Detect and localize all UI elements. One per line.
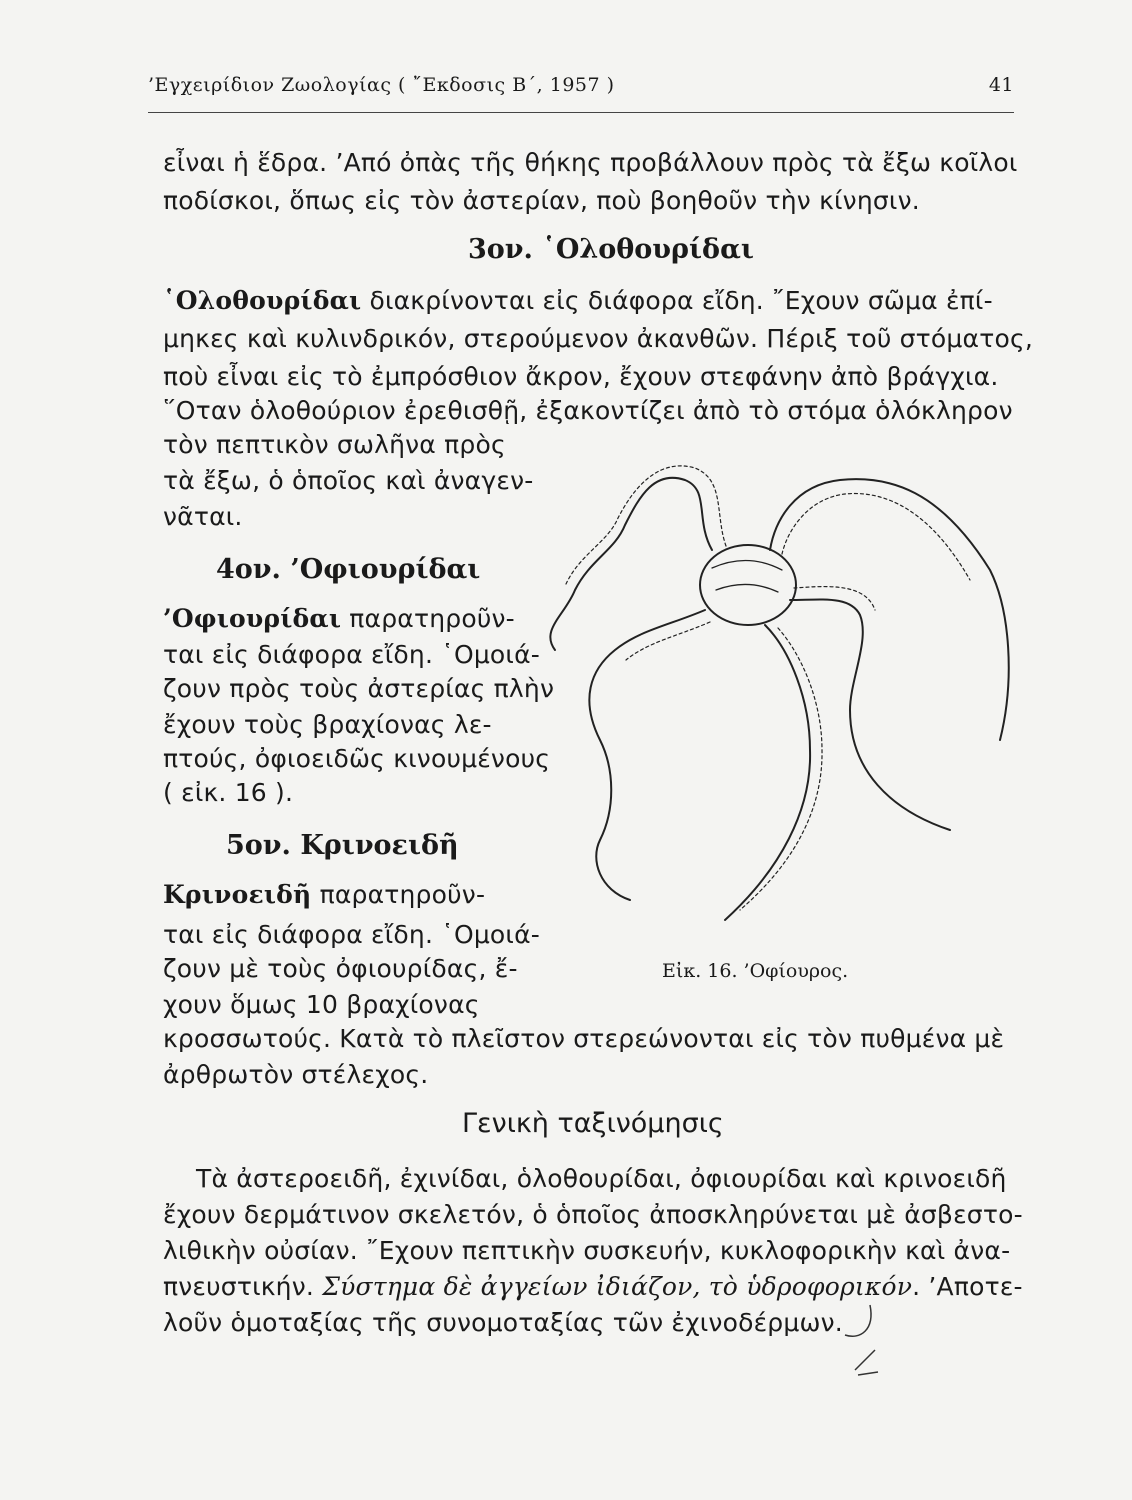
term-crinoids: Κρινοειδῆ [163, 880, 312, 909]
text-span: διακρίνονται εἰς διάφορα εἴδη. ῎Εχουν σῶμα ἐπί- [361, 286, 993, 315]
text-line: μηκες καὶ κυλινδρικόν, στερούμενον ἀκανθῶν. Πέριξ τοῦ στόματος, [163, 324, 1033, 353]
text-line: λοῦν ὁμοταξίας τῆς συνομοταξίας τῶν ἐχινοδέρμων. [163, 1308, 843, 1337]
text-line: ποὺ εἶναι εἰς τὸ ἐμπρόσθιον ἄκρον, ἔχουν στεφάνην ἀπὸ βράγχια. [163, 362, 999, 391]
text-line: νᾶται. [163, 502, 243, 531]
pencil-mark [830, 1300, 890, 1390]
text-line: τὰ ἔξω, ὁ ὁποῖος καὶ ἀναγεν- [163, 466, 534, 495]
text-span: παρατηροῦν- [311, 880, 486, 909]
text-line: ται εἰς διάφορα εἴδη. ῾Ομοιά- [163, 640, 540, 669]
text-line: πτούς, ὀφιοειδῶς κινουμένους [163, 744, 551, 773]
text-line: κροσσωτούς. Κατὰ τὸ πλεῖστον στερεώνονται εἰς τὸν πυθμένα μὲ [163, 1024, 1005, 1053]
text-line: λιθικὴν οὐσίαν. ῎Εχουν πεπτικὴν συσκευήν, κυκλοφορικὴν καὶ ἀνα- [163, 1236, 1011, 1265]
arm-lower-left [589, 610, 705, 900]
section-heading-crinoids: 5ον. Κρινοειδῆ [226, 830, 459, 861]
header-rule [148, 112, 1014, 113]
text-line: ἀρθρωτὸν στέλεχος. [163, 1060, 429, 1089]
text-span: πνευστικήν. [163, 1272, 323, 1301]
term-ophiurids: ’Οφιουρίδαι [163, 604, 342, 633]
text-line: ται εἰς διάφορα εἴδη. ῾Ομοιά- [163, 920, 540, 949]
text-line: ποδίσκοι, ὅπως εἰς τὸν ἀστερίαν, ποὺ βοηθοῦν τὴν κίνησιν. [163, 186, 920, 215]
text-span: . ’Αποτε- [912, 1272, 1023, 1301]
text-line: ἔχουν δερμάτινον σκελετόν, ὁ ὁποῖος ἀποσκληρύνεται μὲ ἀσβεστο- [163, 1200, 1023, 1229]
arm-lower-middle [725, 625, 810, 920]
running-header [148, 74, 1014, 96]
italic-span: Σύστημα δὲ ἀγγείων ἰδιάζον, τὸ ὑδροφορικόν [322, 1272, 913, 1301]
term-holothurians: ῾Ολοθουρίδαι [163, 286, 362, 315]
text-line: ῞Οταν ὁλοθούριον ἐρεθισθῇ, ἐξακοντίζει ἀπὸ τὸ στόμα ὁλόκληρον [163, 396, 1013, 425]
text-span: παρατηροῦν- [341, 604, 515, 633]
arm-upper-left [550, 478, 712, 650]
section-heading-holothurians: 3ον. ῾Ολοθουρίδαι [468, 234, 754, 265]
arm-upper-right [770, 479, 1009, 740]
text-line: ἔχουν τοὺς βραχίονας λε- [163, 710, 492, 739]
page-number: 41 [988, 74, 1014, 96]
text-line: ζουν μὲ τοὺς ὀφιουρίδας, ἔ- [163, 954, 518, 983]
text-line [163, 286, 993, 315]
section-heading-ophiurids: 4ον. ’Οφιουρίδαι [216, 554, 481, 585]
figure-caption: Εἰκ. 16. ’Οφίουρος. [662, 960, 849, 982]
brittle-star-figure [520, 450, 1020, 940]
text-line: χουν ὅμως 10 βραχίονας [163, 990, 480, 1019]
text-line [163, 880, 485, 909]
text-line: εἶναι ἡ ἕδρα. ’Από ὀπὰς τῆς θήκης προβάλλουν πρὸς τὰ ἔξω κοῖλοι [163, 148, 1018, 177]
arm-lower-right [790, 599, 950, 830]
text-line: ζουν πρὸς τοὺς ἀστερίας πλὴν [163, 674, 555, 703]
text-line [163, 604, 515, 633]
book-title: ’Εγχειρίδιον Ζωολογίας ( ῎Εκδοσις Β΄, 1957 ) [148, 74, 615, 96]
section-heading-general: Γενικὴ ταξινόμησις [462, 1108, 724, 1139]
text-line: τὸν πεπτικὸν σωλῆνα πρὸς [163, 430, 506, 459]
text-line: ( εἰκ. 16 ). [163, 778, 294, 807]
text-line [163, 1272, 1023, 1301]
text-line: Τὰ ἀστεροειδῆ, ἐχινίδαι, ὁλοθουρίδαι, ὀφιουρίδαι καὶ κρινοειδῆ [196, 1164, 1007, 1193]
